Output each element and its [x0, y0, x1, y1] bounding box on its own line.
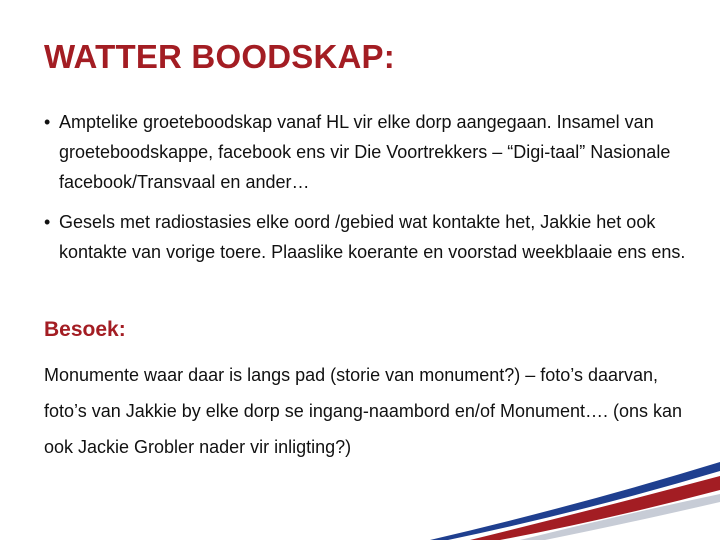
- bullet-text: Amptelike groeteboodskap vanaf HL vir elke dorp aangegaan. Insamel van groeteboodskappe, facebook ens vir Die Voortrekkers – “Digi-taal” Nasionale facebook/Transvaal en ander…: [59, 112, 671, 192]
- body-paragraph: Monumente waar daar is langs pad (storie van monument?) – foto’s daarvan, foto’s van Jakkie by elke dorp se ingang-naambord en/of Monument…. (ons kan ook Jackie Grobler nader vir inligting?): [44, 365, 683, 457]
- bullet-marker: •: [44, 212, 51, 232]
- swoosh-light-band: [520, 494, 720, 540]
- section-heading: Besoek:: [44, 318, 126, 341]
- slide-title: WATTER BOODSKAP:: [44, 38, 395, 75]
- bullet-marker: •: [44, 112, 51, 132]
- bullet-text: Gesels met radiostasies elke oord /gebied wat kontakte het, Jakkie het ook kontakte van vorige toere. Plaaslike koerante en voorstad weekblaaie ens ens.: [59, 212, 686, 262]
